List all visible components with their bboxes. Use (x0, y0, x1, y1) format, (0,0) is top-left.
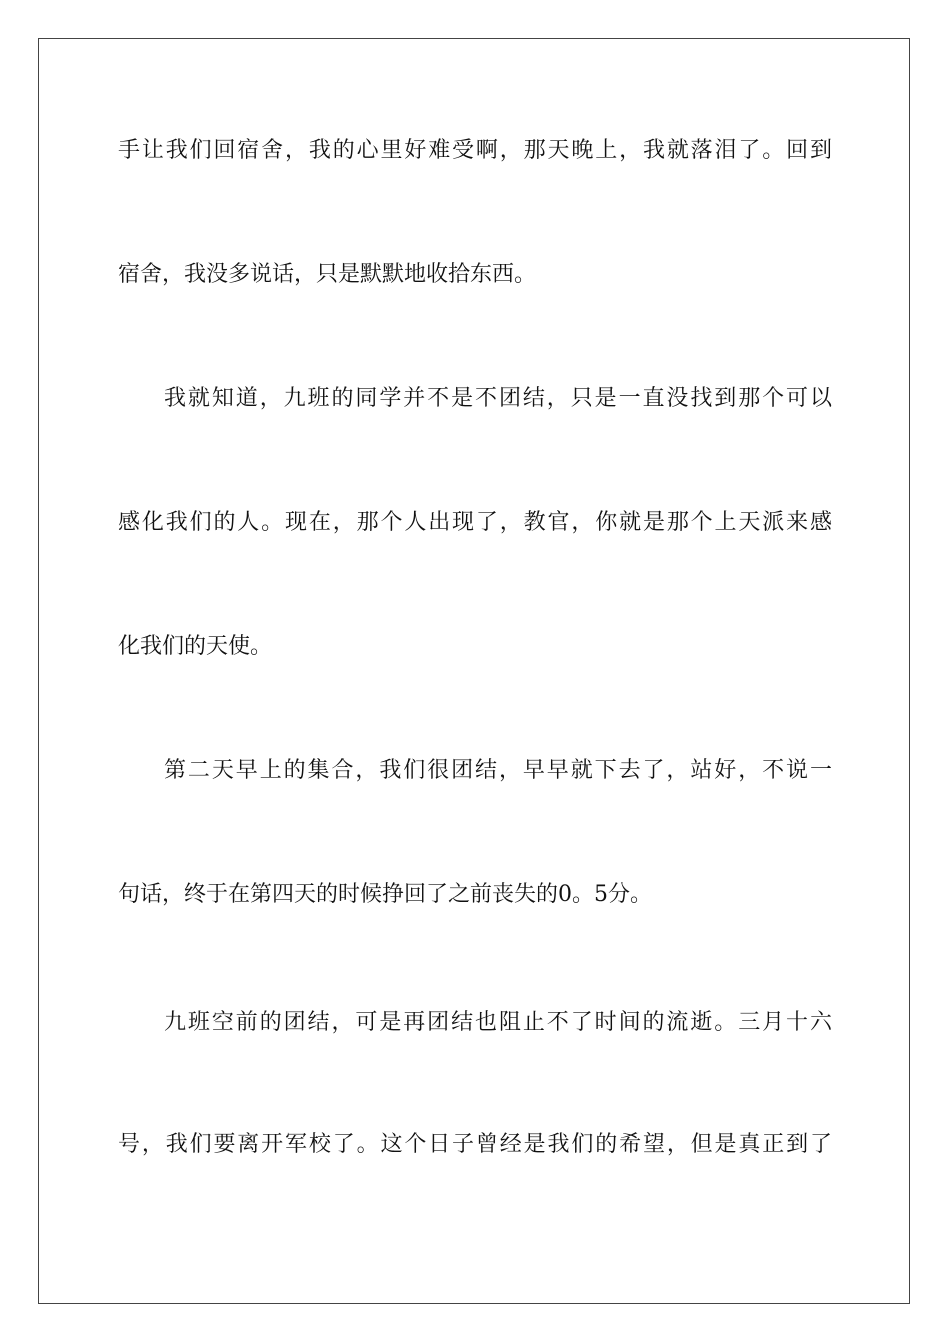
paragraph-line: 宿舍，我没多说话，只是默默地收拾东西。 (118, 262, 537, 287)
paragraph-line: 化我们的天使。 (118, 634, 273, 659)
paragraph-line: 第二天早上的集合，我们很团结，早早就下去了，站好，不说一 (164, 758, 832, 783)
paragraph-line: 号，我们要离开军校了。这个日子曾经是我们的希望，但是真正到了 (118, 1132, 832, 1157)
paragraph-line: 九班空前的团结，可是再团结也阻止不了时间的流逝。三月十六 (164, 1010, 832, 1035)
paragraph-line: 我就知道，九班的同学并不是不团结，只是一直没找到那个可以 (164, 386, 832, 411)
paragraph-line: 感化我们的人。现在，那个人出现了，教官，你就是那个上天派来感 (118, 510, 832, 535)
paragraph-line: 手让我们回宿舍，我的心里好难受啊，那天晚上，我就落泪了。回到 (118, 138, 832, 163)
page-border (38, 38, 910, 1304)
paragraph-line: 句话，终于在第四天的时候挣回了之前丧失的0。5分。 (118, 882, 652, 907)
